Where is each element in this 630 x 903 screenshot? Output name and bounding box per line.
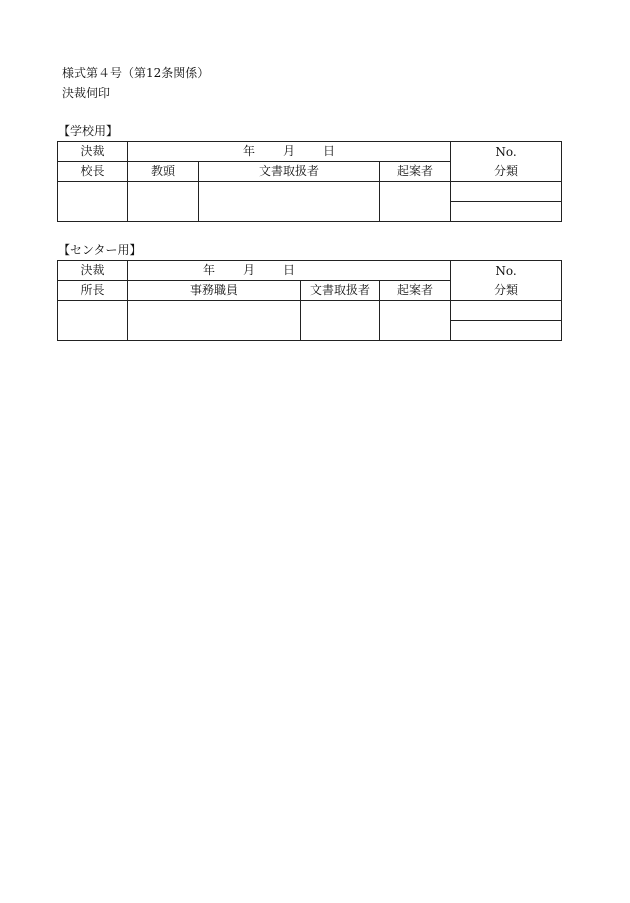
document-handler-header: 文書取扱者 — [199, 162, 380, 182]
drafter-stamp-cell[interactable] — [380, 301, 451, 341]
vice-principal-stamp-cell[interactable] — [128, 182, 199, 222]
no-label — [451, 142, 562, 182]
year-label: 年 — [242, 144, 255, 158]
number-label: No. — [495, 263, 517, 278]
document-handler-stamp-cell[interactable] — [301, 301, 380, 341]
document-handler-header: 文書取扱者 — [301, 281, 380, 301]
principal-header: 校長 — [58, 162, 128, 182]
center-table-heading: 【センター用】 — [58, 243, 142, 257]
drafter-header: 起案者 — [380, 162, 451, 182]
school-approval-table — [57, 141, 562, 222]
number-label: No. — [495, 144, 517, 159]
no-label — [451, 261, 562, 301]
date-cell[interactable] — [128, 142, 451, 162]
director-header: 所長 — [58, 281, 128, 301]
category-field-2[interactable] — [451, 321, 562, 341]
vice-principal-header: 教頭 — [128, 162, 199, 182]
category-field-1[interactable] — [451, 182, 562, 202]
category-field-1[interactable] — [451, 301, 562, 321]
category-field-2[interactable] — [451, 202, 562, 222]
drafter-stamp-cell[interactable] — [380, 182, 451, 222]
form-title: 決裁伺印 — [62, 86, 111, 100]
category-label: 分類 — [493, 163, 518, 178]
center-approval-table — [57, 260, 562, 341]
office-staff-stamp-cell[interactable] — [128, 301, 301, 341]
office-staff-header: 事務職員 — [128, 281, 301, 301]
decision-label: 決裁 — [58, 261, 128, 281]
form-number: 様式第４号（第12条関係） — [62, 66, 210, 80]
month-label: 月 — [282, 144, 295, 158]
month-label: 月 — [243, 263, 256, 277]
category-label: 分類 — [494, 282, 519, 297]
day-label: 日 — [283, 263, 296, 277]
date-cell[interactable] — [128, 261, 451, 281]
school-table-heading: 【学校用】 — [58, 124, 119, 138]
year-label: 年 — [202, 263, 215, 277]
drafter-header: 起案者 — [380, 281, 451, 301]
principal-stamp-cell[interactable] — [58, 182, 128, 222]
document-handler-stamp-cell[interactable] — [199, 182, 380, 222]
day-label: 日 — [323, 144, 336, 158]
decision-label: 決裁 — [58, 142, 128, 162]
director-stamp-cell[interactable] — [58, 301, 128, 341]
